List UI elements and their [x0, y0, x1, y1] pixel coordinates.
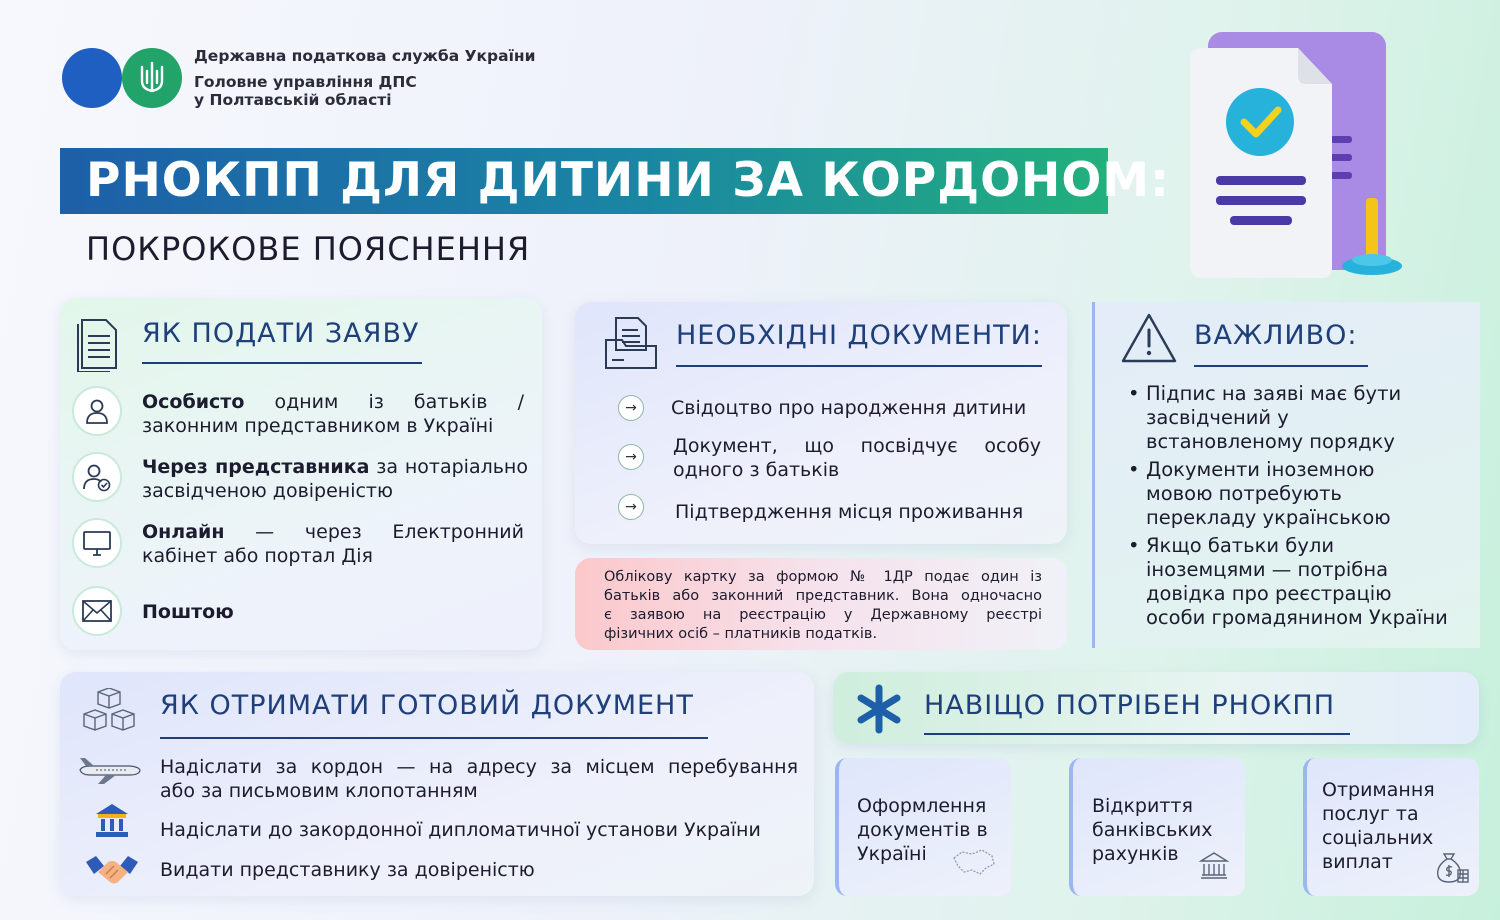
- apply-section-title: ЯК ПОДАТИ ЗАЯВУ: [142, 318, 420, 349]
- envelope-icon: [72, 586, 122, 636]
- apply-item-1-rest: одним із батьків /: [244, 391, 524, 413]
- why-tile-2-text: Відкриття банківських рахунків: [1092, 795, 1213, 865]
- money-bag-icon: [1434, 850, 1470, 888]
- important-title-underline: [1194, 365, 1368, 367]
- important-item-3: • Якщо батьки були іноземцями — потрібна довідка про реєстрацію особи громадянином України: [1124, 534, 1474, 630]
- handshake-icon: [84, 852, 140, 892]
- receive-item-2: Надіслати до закордонної дипломатичної установи України: [160, 819, 761, 841]
- apply-item-3-bold: Онлайн: [142, 521, 225, 543]
- org-name-line3: у Полтавській області: [194, 91, 392, 109]
- document-folder-icon: [602, 314, 660, 376]
- apply-item-1-line2: законним представником в Україні: [142, 415, 494, 437]
- page-title: РНОКПП ДЛЯ ДИТИНИ ЗА КОРДОНОМ:: [60, 148, 1108, 214]
- asterisk-icon: [854, 684, 904, 738]
- arrow-right-icon: →: [618, 395, 644, 421]
- important-list: [1124, 382, 1474, 634]
- documents-section-title: НЕОБХІДНІ ДОКУМЕНТИ:: [676, 320, 1042, 351]
- note-line3: є заявою на реєстрацію у Державному реєстрі: [604, 607, 1042, 623]
- arrow-right-icon: →: [618, 494, 644, 520]
- apply-item-1-line1: [142, 390, 524, 414]
- documents-item-2-line2: одного з батьків: [673, 459, 840, 481]
- note-line1: Облікову картку за формою № 1ДР подає один із: [604, 569, 1042, 585]
- receive-title-underline: [160, 737, 708, 739]
- computer-icon: [72, 518, 122, 568]
- ukraine-map-icon: [952, 848, 996, 880]
- boxes-icon: [80, 688, 138, 742]
- why-section-title: НАВІЩО ПОТРІБЕН РНОКПП: [924, 690, 1335, 721]
- org-name-line2: Головне управління ДПС: [194, 73, 417, 91]
- approved-document-illustration: [1180, 28, 1410, 283]
- arrow-right-icon: →: [618, 444, 644, 470]
- apply-title-underline: [142, 362, 422, 364]
- documents-item-3: Підтвердження місця проживання: [675, 501, 1024, 523]
- receive-item-1-line1: Надіслати за кордон — на адресу за місцем перебування: [160, 756, 798, 778]
- bank-icon: [1198, 850, 1230, 886]
- receive-section-title: ЯК ОТРИМАТИ ГОТОВИЙ ДОКУМЕНТ: [160, 690, 694, 721]
- important-item-2: • Документи іноземною мовою потребують перекладу українською: [1124, 458, 1474, 530]
- documents-title-underline: [676, 365, 1042, 367]
- documents-item-2-line1: Документ, що посвідчує особу: [673, 435, 1041, 457]
- apply-item-3-rest: — через Електронний: [224, 521, 524, 543]
- important-section-title: ВАЖЛИВО:: [1194, 320, 1358, 351]
- org-name-line1: Державна податкова служба України: [194, 47, 536, 65]
- important-item-1: • Підпис на заяві має бути засвідчений у встановленому порядку: [1124, 382, 1474, 454]
- trident-emblem-icon: [122, 48, 182, 108]
- person-icon: [72, 386, 122, 436]
- apply-item-2-bold: Через представника: [142, 456, 370, 478]
- apply-item-4-bold: Поштою: [142, 601, 234, 623]
- airplane-icon: [76, 756, 142, 790]
- why-title-underline: [924, 733, 1350, 735]
- apply-item-3-line1: [142, 520, 524, 544]
- why-tile-3-text: Отримання послуг та соціальних виплат: [1322, 779, 1435, 873]
- receive-item-1-line2: або за письмовим клопотанням: [160, 780, 478, 802]
- apply-item-4: [142, 600, 234, 624]
- apply-item-2-rest: за нотаріально: [369, 456, 528, 478]
- page-subtitle: ПОКРОКОВЕ ПОЯСНЕННЯ: [86, 230, 531, 268]
- apply-item-2-line2: засвідченою довіреністю: [142, 480, 393, 502]
- documents-item-1: Свідоцтво про народження дитини: [671, 397, 1027, 419]
- embassy-icon: [92, 800, 132, 844]
- why-tile-1-text: Оформлення документів в Україні: [857, 795, 988, 865]
- receive-item-3: Видати представнику за довіреністю: [160, 859, 535, 881]
- note-line4: фізичних осіб – платників податків.: [604, 626, 878, 642]
- note-line2: батьків або законний представник. Вона одночасно: [604, 588, 1042, 604]
- representative-icon: [72, 452, 122, 502]
- apply-item-2-line1: [142, 455, 528, 479]
- document-list-icon: [76, 316, 120, 376]
- apply-item-3-line2: кабінет або портал Дія: [142, 545, 373, 567]
- warning-icon: [1120, 312, 1178, 368]
- logo-blue-circle: [62, 48, 122, 108]
- apply-item-1-bold: Особисто: [142, 391, 245, 413]
